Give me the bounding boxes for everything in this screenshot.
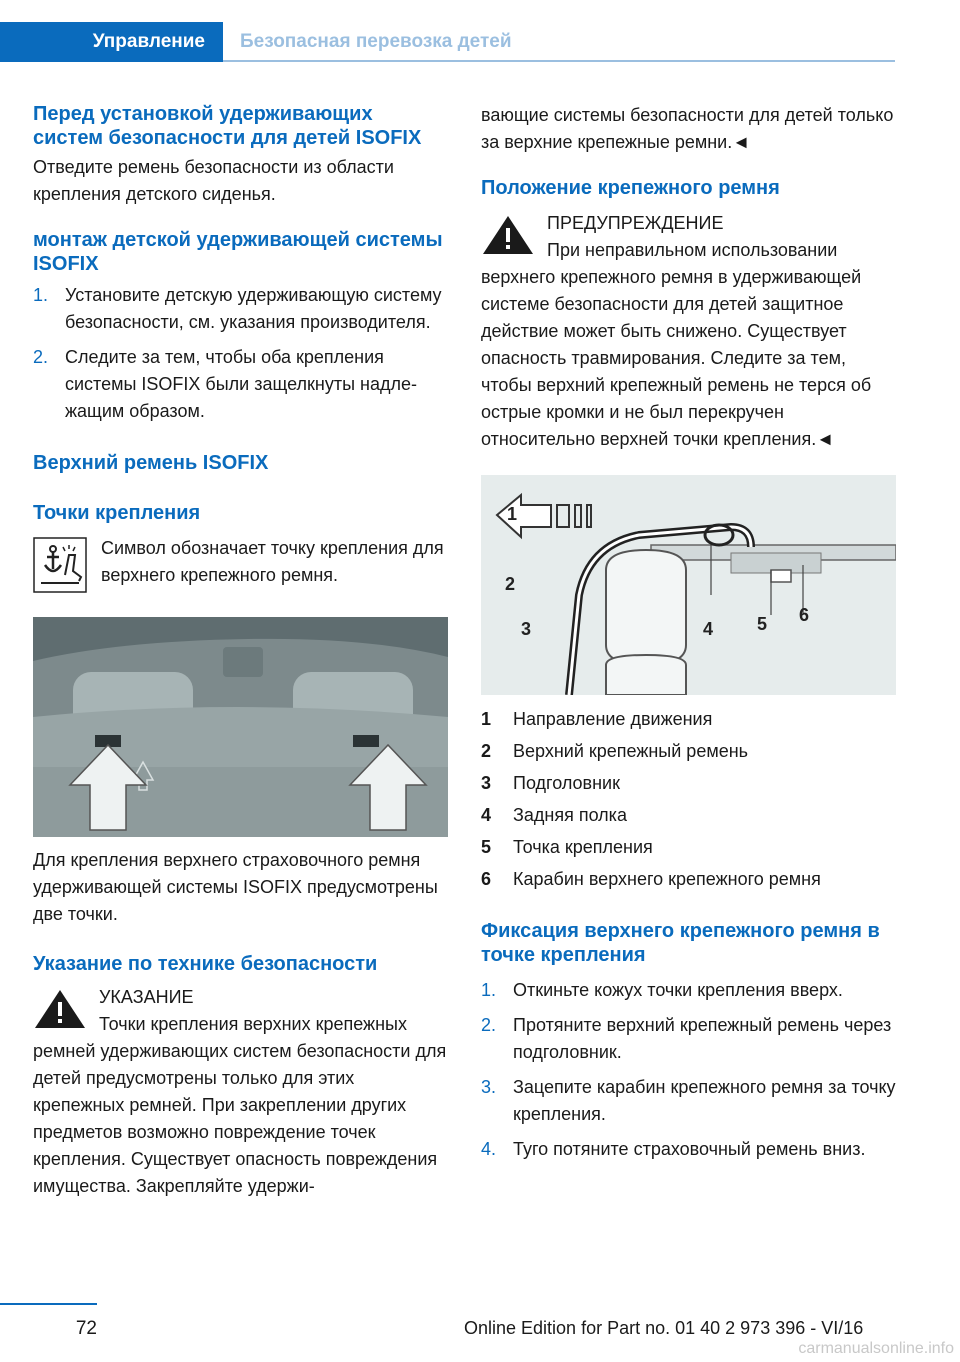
- heading-mount-isofix: монтаж детской удерживающей системы ISOFIX: [33, 229, 443, 275]
- diagram-label: 2: [505, 574, 516, 594]
- notice-title: УКАЗАНИЕ: [99, 987, 194, 1007]
- diagram-label: 4: [703, 619, 714, 639]
- anchor-seat-icon: [33, 537, 87, 593]
- legend-item: 1 Направление движения: [481, 709, 713, 729]
- tab-child-safety[interactable]: Безопасная перевозка детей: [240, 31, 512, 52]
- edition-info: Online Edition for Part no. 01 40 2 973 396 - VI/16: [464, 1318, 864, 1338]
- heading-fix-belt: Фиксация верхнего крепежного ремня в точке крепления: [481, 920, 880, 966]
- warning-triangle-icon: [481, 214, 535, 256]
- diagram-label: 3: [521, 619, 532, 639]
- header-tabs: [0, 22, 895, 64]
- heading-belt-position: Положение крепежного ремня: [481, 177, 780, 199]
- symbol-description: Символ обозначает точку крепления для верхнего крепежного ремня.: [101, 538, 444, 585]
- symbol-block: [33, 535, 448, 605]
- tether-diagram: [481, 475, 896, 695]
- list-item: 1. Откиньте кожух точки крепления вверх.: [481, 980, 843, 1000]
- heading-before-isofix: Перед установкой удерживающих систем безопасности для детей ISOFIX: [33, 103, 422, 149]
- footer-rule: [0, 1303, 97, 1305]
- fix-steps-list: [481, 977, 896, 1163]
- heading-anchor-points: Точки крепления: [33, 502, 201, 524]
- legend-item: 3 Подголовник: [481, 773, 620, 793]
- warning-block: [481, 210, 896, 453]
- warning-text: При неправильном использовании верхнего крепежного ремня в удерживающей системе безопасности для детей защитное действие может быть снижено. Существует опасность травмирования. Следите за тем, чтобы верхний крепежный ремень не терся об острые кромки и не был перекручен относительно верхней точки крепления.◄: [481, 240, 872, 449]
- mount-steps-list: [33, 282, 448, 425]
- list-item: 1. Установите детскую удерживающую систему безопасности, см. указания производителя.: [33, 285, 442, 332]
- heading-top-tether: Верхний ремень ISOFIX: [33, 452, 269, 474]
- tab-underline: [223, 60, 895, 62]
- watermark: carmanualsonline.info: [798, 1340, 954, 1357]
- diagram-label: 5: [757, 614, 768, 634]
- notice-block: [33, 984, 448, 1200]
- heading-safety-note: Указание по технике безопасности: [33, 953, 378, 975]
- paragraph-two-points: Для крепления верхнего страховочного ремня удерживающей системы ISOFIX предусмотрены две точки.: [33, 850, 438, 924]
- legend-item: 5 Точка крепления: [481, 837, 653, 857]
- legend-item: 2 Верхний крепежный ремень: [481, 741, 749, 761]
- right-column: [481, 102, 896, 1171]
- diagram-label: 1: [507, 504, 518, 524]
- rear-shelf-photo: [33, 617, 448, 837]
- warning-title: ПРЕДУПРЕЖДЕНИЕ: [547, 213, 724, 233]
- list-item: 4. Туго потяните страховочный ремень вниз.: [481, 1139, 866, 1159]
- continued-text: вающие системы безопасности для детей только за верхние крепежные ремни.◄: [481, 105, 894, 152]
- list-item: 3. Зацепите карабин крепежного ремня за точку крепления.: [481, 1077, 896, 1124]
- diagram-legend: [481, 703, 896, 895]
- warning-triangle-icon: [33, 988, 87, 1030]
- left-column: [33, 102, 448, 1200]
- list-item: 2. Следите за тем, чтобы оба крепления системы ISOFIX были защелкнуты надлежащим образом.: [33, 347, 417, 421]
- headrest: [606, 550, 686, 665]
- page-number: 72: [75, 1318, 97, 1339]
- diagram-label: 6: [799, 605, 810, 625]
- notice-text: Точки крепления верхних крепежных ремней удерживающих систем безопасности для детей предусмотрены только для этих крепежных ремней. При закреплении других предметов возможно повреждение точек крепления. Существует опасность повреждения имущества. Закрепляйте удержи-: [33, 1014, 447, 1196]
- legend-item: 4 Задняя полка: [481, 805, 627, 825]
- tab-control[interactable]: Управление: [0, 22, 223, 62]
- legend-item: 6 Карабин верхнего крепежного ремня: [481, 869, 821, 889]
- paragraph-move-belt: Отведите ремень безопасности из области крепления детского сиденья.: [33, 157, 394, 204]
- list-item: 2. Протяните верхний крепежный ремень через подголовник.: [481, 1015, 892, 1062]
